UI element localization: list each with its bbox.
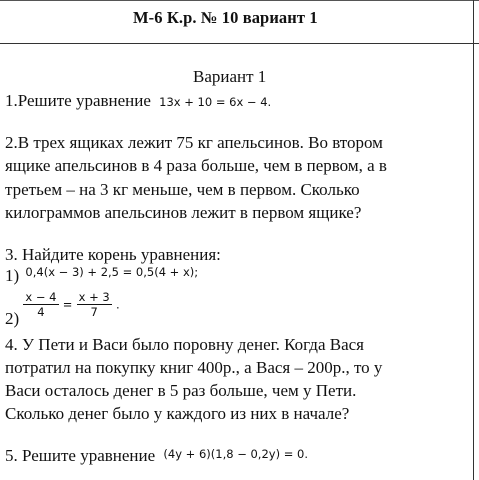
worksheet-header: М-6 К.р. № 10 вариант 1 <box>133 8 318 27</box>
table-right-border <box>473 0 474 480</box>
task-5-label: 5. Решите уравнение <box>5 446 156 465</box>
task-3-sub-2-label: 2) <box>5 308 20 328</box>
task-1 <box>5 91 271 111</box>
task-2-line-1: 2.В трех ящиках лежит 75 кг апельсинов. Во втором <box>5 133 383 152</box>
task-3-sub-1-equation: 0,4(x − 3) + 2,5 = 0,5(4 + x); <box>25 265 199 279</box>
task-1-equation: 13x + 10 = 6x − 4. <box>159 95 272 109</box>
task-3-label: 3. Найдите корень уравнения: <box>5 245 221 264</box>
task-3-sub-1-label: 1) <box>5 266 20 285</box>
fraction-left <box>23 290 58 319</box>
task-4-line-3: Васи осталось денег в 5 раз больше, чем у Пети. <box>5 381 357 400</box>
task-4-line-4: Сколько денег было у каждого из них в начале? <box>5 404 350 423</box>
fraction-left-denominator: 4 <box>37 305 45 319</box>
fraction-left-numerator: x − 4 <box>25 290 57 304</box>
task-4-line-1: 4. У Пети и Васи было поровну денег. Когда Вася <box>5 335 364 354</box>
task-2-line-4: килограммов апельсинов лежит в первом ящике? <box>5 203 362 222</box>
task-3-sub-1 <box>5 266 198 286</box>
fraction-right-numerator: x + 3 <box>78 290 110 304</box>
fraction-equals: = <box>62 297 73 312</box>
task-2-line-3: третьем – на 3 кг меньше, чем в первом. Сколько <box>5 180 360 199</box>
task-1-label: 1.Решите уравнение <box>5 91 151 110</box>
fraction-right-denominator: 7 <box>90 305 98 319</box>
task-4-line-2-text: потратил на покупку книг 400р., а Вася – 200р., то у <box>5 358 383 377</box>
task-5 <box>5 446 308 466</box>
task-2-line-2: ящике апельсинов в 4 раза больше, чем в первом, а в <box>5 156 387 175</box>
table-top-border <box>0 0 479 1</box>
variant-title: Вариант 1 <box>193 67 267 86</box>
fraction-end-period: . <box>115 297 120 312</box>
task-3-sub-2 <box>5 290 120 328</box>
table-header-divider <box>0 43 479 44</box>
task-5-equation: (4y + 6)(1,8 − 0,2y) = 0. <box>163 447 308 461</box>
fraction-right <box>77 290 112 319</box>
task-4-line-2 <box>5 358 382 378</box>
